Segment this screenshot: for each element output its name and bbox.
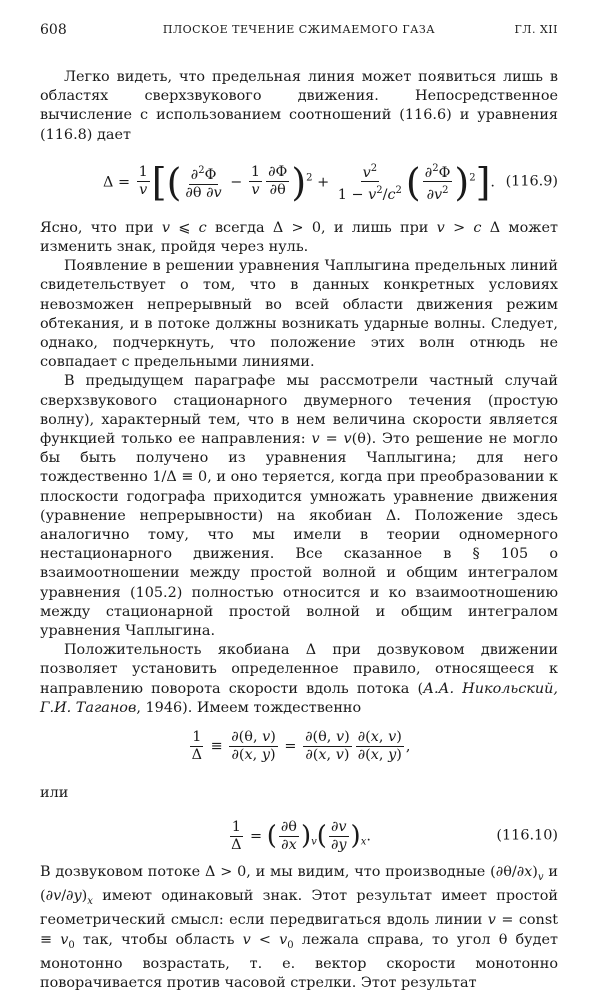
paragraph-3: Появление в решении уравнения Чаплыгина предельных линий свидетельствует о том, что в данных конкретных условиях невозможен непрерывный во всей области движения режим обтекания, и в потоке должны возникать ударные волны. Следует, однако, подчеркнуть, что положение этих волн отнюдь не совпадает с предельными линиями. <box>40 258 558 371</box>
paragraph-5: Положительность якобиана Δ при дозвуковом движении позволяет установить определенное правило, относящееся к направлению поворота скорости вдоль потока (А.А. Никольский, Г.И. Таганов, 1946). Имеем тождественно <box>40 642 559 716</box>
equation-number: (116.9) <box>505 173 558 190</box>
paragraph-1: Легко видеть, что предельная линия может появиться лишь в областях сверхзвукового движения. Непосредственное вычисление с использованием соотношений (116.6) и уравнения (116.8) дает <box>40 69 558 143</box>
page-number: 608 <box>40 22 67 38</box>
word-ili: или <box>40 785 69 802</box>
equation-number: (116.10) <box>496 827 558 844</box>
paragraph-6: В дозвуковом потоке Δ > 0, и мы видим, что производные $(\partial\theta/\partial x)_v$ и $(\partial v/\partial y)_x$ имеют одинаковый знак. Этот результат имеет простой геометрический смысл: если передвигаться вдоль линии v = const ≡ $v_0$ так, чтобы область $v < v_0$ лежала справа, то угол θ будет монотонно возрастать, т. е. вектор скорости монотонно поворачивается против часовой стрелки. Этот результат <box>40 864 558 991</box>
identity-equation: $\frac{1}{\Delta}$ ≡ $\frac{\partial(\theta, v)}{\partial(x, y)}$ = $\frac{\partial(\theta, v)}{\partial(x, v)}$ $\frac{\partial(x, v)}{\partial(x, y)}$ , <box>191 728 411 763</box>
chapter-label: ГЛ. XII <box>514 23 558 36</box>
page <box>40 22 558 993</box>
running-header <box>40 22 558 42</box>
paragraph-2: Ясно, что при v ⩽ c всегда Δ > 0, и лишь при v > c Δ может изменить знак, пройдя через нуль. <box>40 219 558 256</box>
text-body <box>40 68 558 993</box>
equation-116-10: $\frac{1}{\Delta}$ = ( $\frac{\partial\theta}{\partial x}$ )$_v$( $\frac{\partial v}{\partial y}$ )$_x$. (116.10) <box>231 818 558 853</box>
equation-116-9: Δ = $\frac{1}{v}$ [( $\frac{\partial^2\Phi}{\partial\theta \partial v}$ − $\frac{1}{v}$ $\frac{\partial\Phi}{\partial\theta}$ )$^2$ + $\frac{v^2}{1 - v^2/c^2}$ ( $\frac{\partial^2\Phi}{\partial v^2}$ )$^2$]. (116.9) <box>103 159 558 204</box>
running-title: ПЛОСКОЕ ТЕЧЕНИЕ СЖИМАЕМОГО ГАЗА <box>162 23 436 36</box>
paragraph-4: В предыдущем параграфе мы рассмотрели частный случай сверхзвукового стационарного двумерного течения (простую волну), характерный тем, что в нем величина скорости является функцией только ее направления: v = v(θ). Это решение не могло бы быть получено из уравнения Чаплыгина; для него тождественно 1/Δ ≡ 0, и оно теряется, когда при преобразовании к плоскости годографа приходится умножать уравнение движения (уравнение непрерывности) на якобиан Δ. Положение здесь аналогично тому, что мы имели в теории одномерного нестационарного движения. Все сказанное в § 105 о взаимоотношении между простой волной и общим интегралом уравнения (105.2) полностью относится и ко взаимоотношению между стационарной простой волной и общим интегралом уравнения Чаплыгина. <box>40 373 558 640</box>
